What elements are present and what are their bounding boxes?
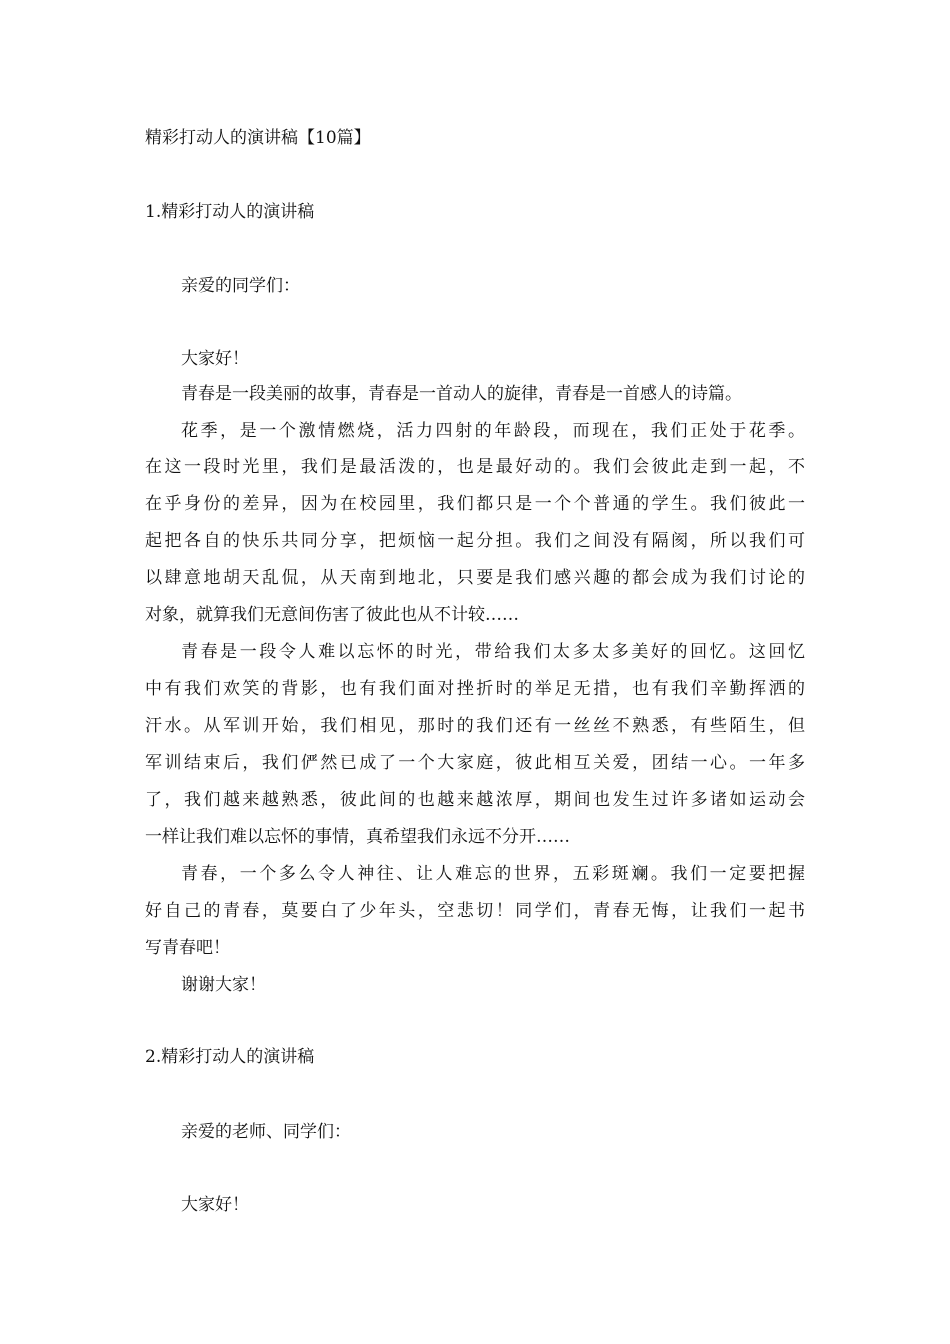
salutation: 亲爱的同学们：: [181, 276, 300, 296]
paragraph-line: 在乎身份的差异，因为在校园里，我们都只是一个个普通的学生。我们彼此一: [145, 494, 805, 514]
closing: 谢谢大家！: [181, 975, 266, 995]
paragraph-line: 好自己的青春，莫要白了少年头，空悲切！同学们，青春无悔，让我们一起书: [145, 901, 805, 921]
salutation: 亲爱的老师、同学们：: [181, 1122, 351, 1142]
paragraph-line: 青春是一段美丽的故事，青春是一首动人的旋律，青春是一首感人的诗篇。: [181, 384, 742, 404]
paragraph-line: 了，我们越来越熟悉，彼此间的也越来越浓厚，期间也发生过许多诸如运动会: [145, 790, 805, 810]
paragraph-line: 在这一段时光里，我们是最活泼的，也是最好动的。我们会彼此走到一起，不: [145, 457, 805, 477]
paragraph-line: 花季，是一个激情燃烧，活力四射的年龄段，而现在，我们正处于花季。: [181, 421, 805, 441]
paragraph-line: 中有我们欢笑的背影，也有我们面对挫折时的举足无措，也有我们辛勤挥洒的: [145, 679, 805, 699]
paragraph-line: 一样让我们难以忘怀的事情，真希望我们永远不分开……: [145, 827, 570, 847]
paragraph-line: 青春，一个多么令人神往、让人难忘的世界，五彩斑斓。我们一定要把握: [181, 864, 805, 884]
paragraph-line: 青春是一段令人难以忘怀的时光，带给我们太多太多美好的回忆。这回忆: [181, 642, 805, 662]
paragraph-line: 以肆意地胡天乱侃，从天南到地北，只要是我们感兴趣的都会成为我们讨论的: [145, 568, 805, 588]
section-heading: 2.精彩打动人的演讲稿: [145, 1047, 315, 1067]
paragraph-line: 对象，就算我们无意间伤害了彼此也从不计较……: [145, 605, 519, 625]
paragraph-line: 军训结束后，我们俨然已成了一个大家庭，彼此相互关爱，团结一心。一年多: [145, 753, 805, 773]
section-heading: 1.精彩打动人的演讲稿: [145, 202, 315, 222]
document-title: 精彩打动人的演讲稿【10篇】: [145, 128, 371, 148]
paragraph-line: 起把各自的快乐共同分享，把烦恼一起分担。我们之间没有隔阂，所以我们可: [145, 531, 805, 551]
greeting: 大家好！: [181, 1195, 249, 1215]
greeting: 大家好！: [181, 349, 249, 369]
paragraph-line: 写青春吧！: [145, 938, 230, 958]
paragraph-line: 汗水。从军训开始，我们相见，那时的我们还有一丝丝不熟悉，有些陌生，但: [145, 716, 805, 736]
